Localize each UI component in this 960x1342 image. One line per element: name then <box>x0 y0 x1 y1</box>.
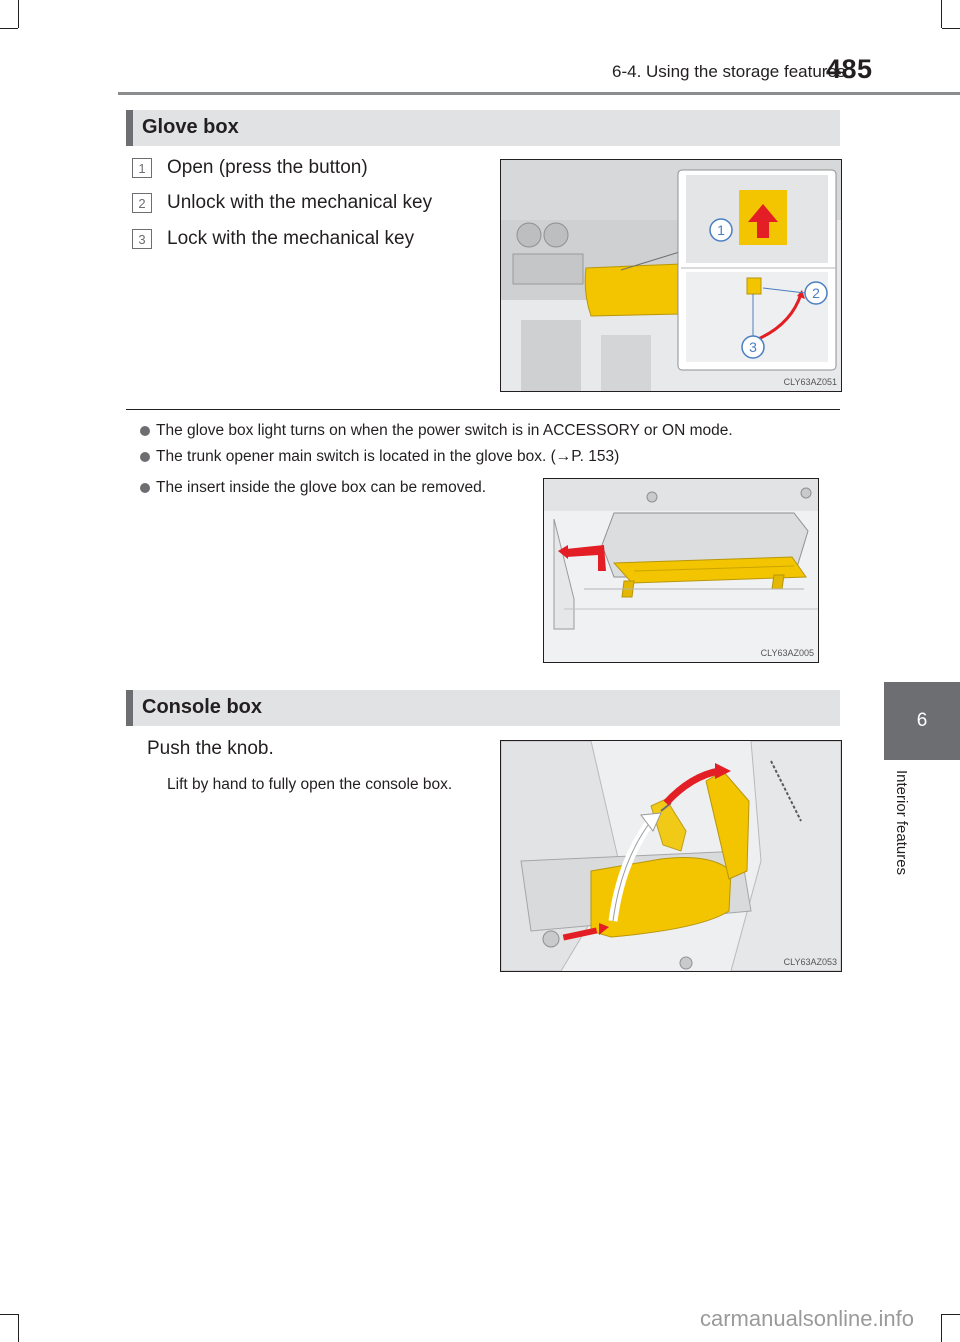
callout-3: 3 <box>749 339 757 355</box>
console-box-illustration <box>500 740 842 972</box>
bullet-dot <box>140 483 150 493</box>
section-rule <box>126 409 840 410</box>
callout-2: 2 <box>812 285 820 301</box>
note-bullet <box>140 446 850 467</box>
step-text: Lock with the mechanical key <box>167 228 415 249</box>
figure-code: CLY63AZ005 <box>760 648 814 658</box>
section-heading-console-box <box>126 690 840 726</box>
crop-mark <box>0 1314 18 1315</box>
crop-mark <box>0 28 18 29</box>
section-heading-bar <box>126 110 133 146</box>
step-text: Open (press the button) <box>167 157 368 178</box>
note-bullet <box>140 420 850 441</box>
step-text: Unlock with the mechanical key <box>167 192 433 213</box>
section-heading-glove-box <box>126 110 840 146</box>
crop-mark <box>942 28 960 29</box>
crop-mark <box>941 1314 942 1342</box>
figure-code: CLY63AZ053 <box>783 957 837 967</box>
chapter-label-text: Interior features <box>893 770 910 876</box>
section-heading-text: Glove box <box>142 116 239 138</box>
note-text: The insert inside the glove box can be removed. <box>156 479 486 496</box>
note-bullet <box>140 477 526 498</box>
insert-drawing <box>544 479 818 662</box>
section-heading-bar <box>126 690 133 726</box>
note-text: The trunk opener main switch is located in the glove box. (→P. 153) <box>156 448 620 465</box>
crop-mark <box>18 1314 19 1342</box>
crop-mark <box>18 0 19 28</box>
step-number: 3 <box>132 229 152 249</box>
bullet-dot <box>140 426 150 436</box>
note-text: The glove box light turns on when the power switch is in ACCESSORY or ON mode. <box>156 422 733 439</box>
glove-box-drawing <box>501 160 841 391</box>
figure-code: CLY63AZ051 <box>783 377 837 387</box>
crop-mark <box>941 0 942 28</box>
console-sub-text: Lift by hand to fully open the console box. <box>167 776 453 793</box>
page-number: 485 <box>826 54 873 84</box>
console-drawing <box>501 741 841 971</box>
bullet-dot <box>140 452 150 462</box>
glove-box-illustration <box>500 159 842 392</box>
running-header-title: 6-4. Using the storage features <box>612 62 846 81</box>
step-number: 1 <box>132 158 152 178</box>
chapter-tab[interactable]: 6 <box>884 682 960 760</box>
watermark: carmanualsonline.info <box>700 1306 915 1331</box>
callout-1: 1 <box>717 222 725 238</box>
crop-mark <box>942 1314 960 1315</box>
glove-box-insert-illustration <box>543 478 819 663</box>
step-number: 2 <box>132 193 152 213</box>
section-heading-text: Console box <box>142 696 263 718</box>
chapter-side-label <box>880 770 920 910</box>
console-instruction: Push the knob. <box>147 738 274 759</box>
header-rule <box>118 92 960 95</box>
